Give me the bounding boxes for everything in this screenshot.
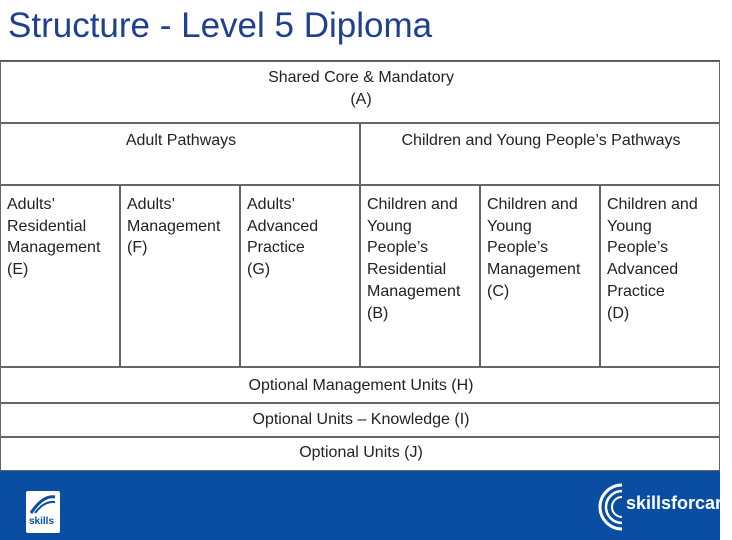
skills-badge-text: skills xyxy=(29,516,55,527)
skills-badge-logo xyxy=(26,491,60,533)
structure-diagram xyxy=(0,60,720,472)
optional-units-knowledge-label: Optional Units – Knowledge (I) xyxy=(252,411,470,428)
optional-units-knowledge-row xyxy=(0,403,720,437)
shared-core-label: Shared Core & Mandatory xyxy=(268,69,454,86)
adult-unit-e-label: Adults’ Residential Management (E) xyxy=(7,196,101,279)
shared-core-box xyxy=(0,61,720,123)
adult-pathways-header xyxy=(0,123,360,185)
adult-unit-g xyxy=(240,185,360,367)
swoosh-icon xyxy=(29,493,57,515)
optional-units-row xyxy=(0,437,720,471)
cyp-pathways-label: Children and Young People’s Pathways xyxy=(401,132,681,149)
cyp-unit-b-label: Children and Young People’s Residential Management (B) xyxy=(367,196,461,322)
adult-unit-e xyxy=(0,185,120,367)
optional-units-label: Optional Units (J) xyxy=(299,444,423,461)
adult-unit-g-label: Adults’ Advanced Practice (G) xyxy=(247,196,319,279)
optional-management-units-label: Optional Management Units (H) xyxy=(248,377,474,394)
adult-unit-f-label: Adults’ Management (F) xyxy=(127,196,221,257)
cyp-unit-d-label: Children and Young People’s Advanced Practice (D) xyxy=(607,196,698,322)
skillsforcare-logo xyxy=(592,479,732,535)
adult-unit-f xyxy=(120,185,240,367)
shared-core-code: (A) xyxy=(350,90,372,108)
optional-management-units-row xyxy=(0,367,720,403)
cyp-unit-d xyxy=(600,185,720,367)
page-title: Structure - Level 5 Diploma xyxy=(8,6,433,45)
cyp-unit-c-label: Children and Young People’s Management (C) xyxy=(487,196,581,300)
adult-pathways-label: Adult Pathways xyxy=(125,132,237,149)
cyp-unit-c xyxy=(480,185,600,367)
skillsforcare-wordmark: skillsforcare xyxy=(626,493,732,513)
footer-banner xyxy=(0,471,732,540)
cyp-pathways-header xyxy=(360,123,720,185)
cyp-unit-b xyxy=(360,185,480,367)
